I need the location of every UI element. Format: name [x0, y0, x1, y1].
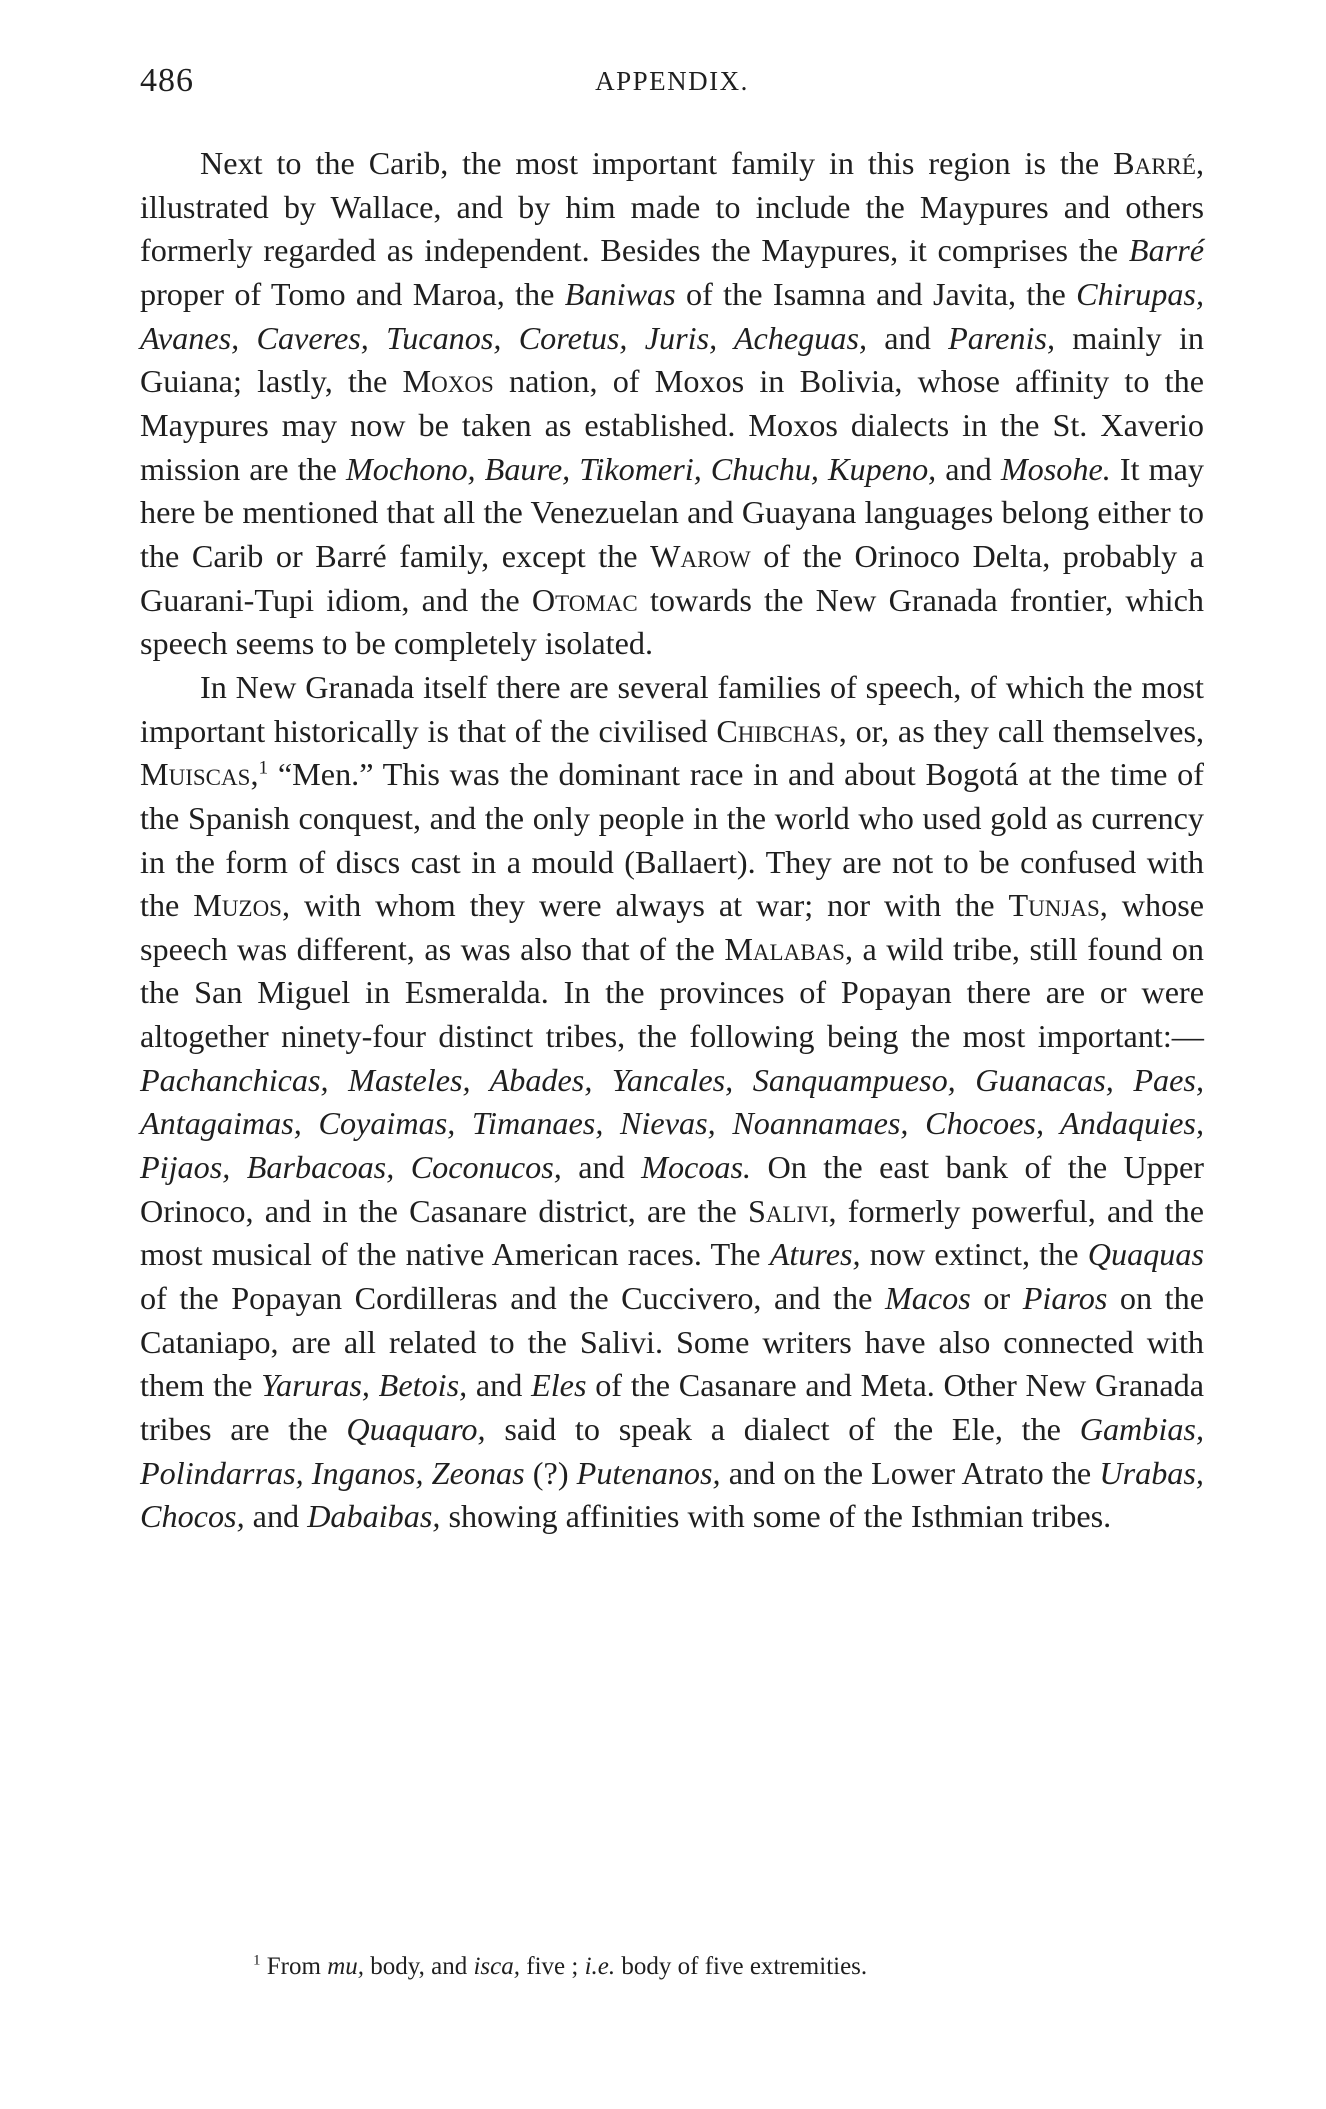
text-run: of the Orinoco Delta, probably a Guarani-Tupi idiom, and the	[140, 537, 1204, 618]
italic-term: Chirupas, Avanes, Caveres, Tucanos, Coretus, Juris, Acheguas,	[140, 275, 1204, 356]
small-caps-term: Moxos	[402, 363, 494, 400]
italic-term: Piaros	[1022, 1280, 1108, 1317]
text-run: or	[970, 1280, 1023, 1317]
italic-term: Parenis,	[948, 319, 1056, 356]
italic-term: Pachanchicas, Masteles, Abades, Yancales, Sanquampueso, Guanacas, Paes, Antagaimas, Coyaimas, Timanaes, Nievas, Noannamaes, Chocoes, Andaquies, Pijaos, Barbacoas, Coconucos,	[140, 1061, 1204, 1186]
text-run: and	[867, 319, 949, 356]
small-caps-term: Salivi	[747, 1192, 829, 1229]
small-caps-term: Muzos	[193, 887, 282, 924]
italic-term: Quaquas	[1087, 1236, 1204, 1273]
text-run: , or, as they call themselves,	[838, 712, 1205, 749]
text-run: In New Granada itself there are several families of speech, of which the most important historically is that of the civilised	[140, 668, 1204, 749]
text-run: on the Cataniapo, are all related to the Salivi. Some writers have also connected with them the	[140, 1280, 1205, 1404]
italic-term: Eles	[531, 1367, 587, 1404]
running-title: APPENDIX.	[595, 66, 749, 96]
small-caps-term: Muiscas	[140, 756, 251, 793]
text-run: of the Casanare and Meta. Other New Granada tribes are the	[140, 1367, 1204, 1448]
italic-term: Mosohe.	[1000, 450, 1111, 487]
small-caps-term: Malabas	[724, 930, 845, 967]
text-run: of the Isamna and Javita, the	[675, 275, 1077, 312]
italic-term: Putenanos,	[576, 1454, 721, 1491]
text-run: five ;	[520, 1953, 585, 1980]
text-run: towards the New Granada frontier, which speech seems to be completely isolated.	[140, 581, 1205, 662]
text-run: body, and	[364, 1953, 474, 1980]
italic-term: Atures,	[769, 1236, 861, 1273]
text-run: body of five extremities.	[615, 1953, 868, 1980]
text-run: , a wild tribe, still found on the San Miguel in Esmeralda. In the provinces of Popayan there are or were altogether ninety-four distinct tribes, the following being the most important:—	[140, 930, 1204, 1055]
paragraph	[140, 666, 1204, 1539]
text-run: and	[936, 450, 1001, 487]
text-run: nation, of Moxos in Bolivia, whose affinity to the Maypures may now be taken as established. Moxos dialects in the St. Xaverio mission are the	[140, 363, 1204, 487]
italic-term: i.e.	[584, 1953, 616, 1980]
italic-term: Mocoas.	[641, 1149, 752, 1186]
footnote-marker: 1	[258, 757, 269, 779]
text-run: , illustrated by Wallace, and by him made to include the Maypures and others formerly regarded as independent. Besides the Maypures, it comprises the	[140, 145, 1204, 269]
text-run: proper of Tomo and Maroa, the	[140, 275, 565, 312]
text-run: showing affinities with some of the Isthmian tribes.	[440, 1498, 1112, 1535]
small-caps-term: Otomac	[531, 581, 638, 618]
text-run: Next to the Carib, the most important family in this region is the	[200, 145, 1114, 181]
text-run: ,	[250, 756, 259, 793]
italic-term: Dabaibas,	[307, 1498, 441, 1535]
paragraph	[140, 142, 1204, 666]
text-run: (?)	[524, 1454, 577, 1491]
text-run: now extinct, the	[860, 1236, 1088, 1273]
text-run: “Men.” This was the dominant race in and about Bogotá at the time of the Spanish conquest, and the only people in the world who used gold as currency in the form of discs cast in a mould (Ballaert). They are not to be confused with the	[140, 756, 1204, 924]
italic-term: Macos	[884, 1280, 971, 1317]
italic-term: isca,	[473, 1953, 521, 1980]
small-caps-term: Chibchas	[716, 712, 839, 749]
text-run: mainly in Guiana; lastly, the	[140, 319, 1205, 400]
footnote	[140, 1950, 1204, 1984]
text-run: , whose speech was different, as was also that of the	[140, 887, 1205, 967]
body-text	[140, 142, 1204, 1539]
page-number: 486	[140, 62, 194, 99]
text-run: It may here be mentioned that all the Venezuelan and Guayana languages belong either to the Carib or Barré family, except the	[140, 450, 1205, 574]
text-run: On the east bank of the Upper Orinoco, and in the Casanare district, are the	[140, 1149, 1204, 1229]
text-run: , formerly powerful, and the most musical of the native American races. The	[140, 1192, 1204, 1273]
italic-term: Mochono, Baure, Tikomeri, Chuchu, Kupeno,	[345, 450, 937, 487]
text-run: and	[467, 1367, 532, 1404]
text-run: and	[244, 1498, 308, 1535]
small-caps-term: Barré	[1113, 145, 1196, 181]
text-run: and	[561, 1149, 642, 1186]
italic-term: Gambias, Polindarras, Inganos, Zeonas	[140, 1411, 1204, 1491]
italic-term: Barré	[1128, 232, 1204, 269]
small-caps-term: Warow	[650, 537, 751, 574]
small-caps-term: Tunjas	[1008, 887, 1100, 924]
text-run: said to speak a dialect of the Ele, the	[485, 1411, 1080, 1448]
italic-term: Quaquaro,	[346, 1411, 486, 1448]
italic-term: Urabas, Chocos,	[140, 1454, 1204, 1535]
italic-term: Baniwas	[564, 275, 676, 312]
text-run: , with whom they were always at war; nor with the	[281, 887, 1009, 924]
italic-term: Yaruras, Betois,	[261, 1367, 468, 1404]
text-run: and on the Lower Atrato the	[720, 1454, 1100, 1491]
text-run: From	[260, 1953, 328, 1980]
italic-term: mu,	[327, 1953, 364, 1980]
footnote-marker: 1	[253, 1952, 261, 1969]
running-head	[140, 62, 1204, 112]
text-run: of the Popayan Cordilleras and the Cuccivero, and the	[140, 1280, 885, 1317]
